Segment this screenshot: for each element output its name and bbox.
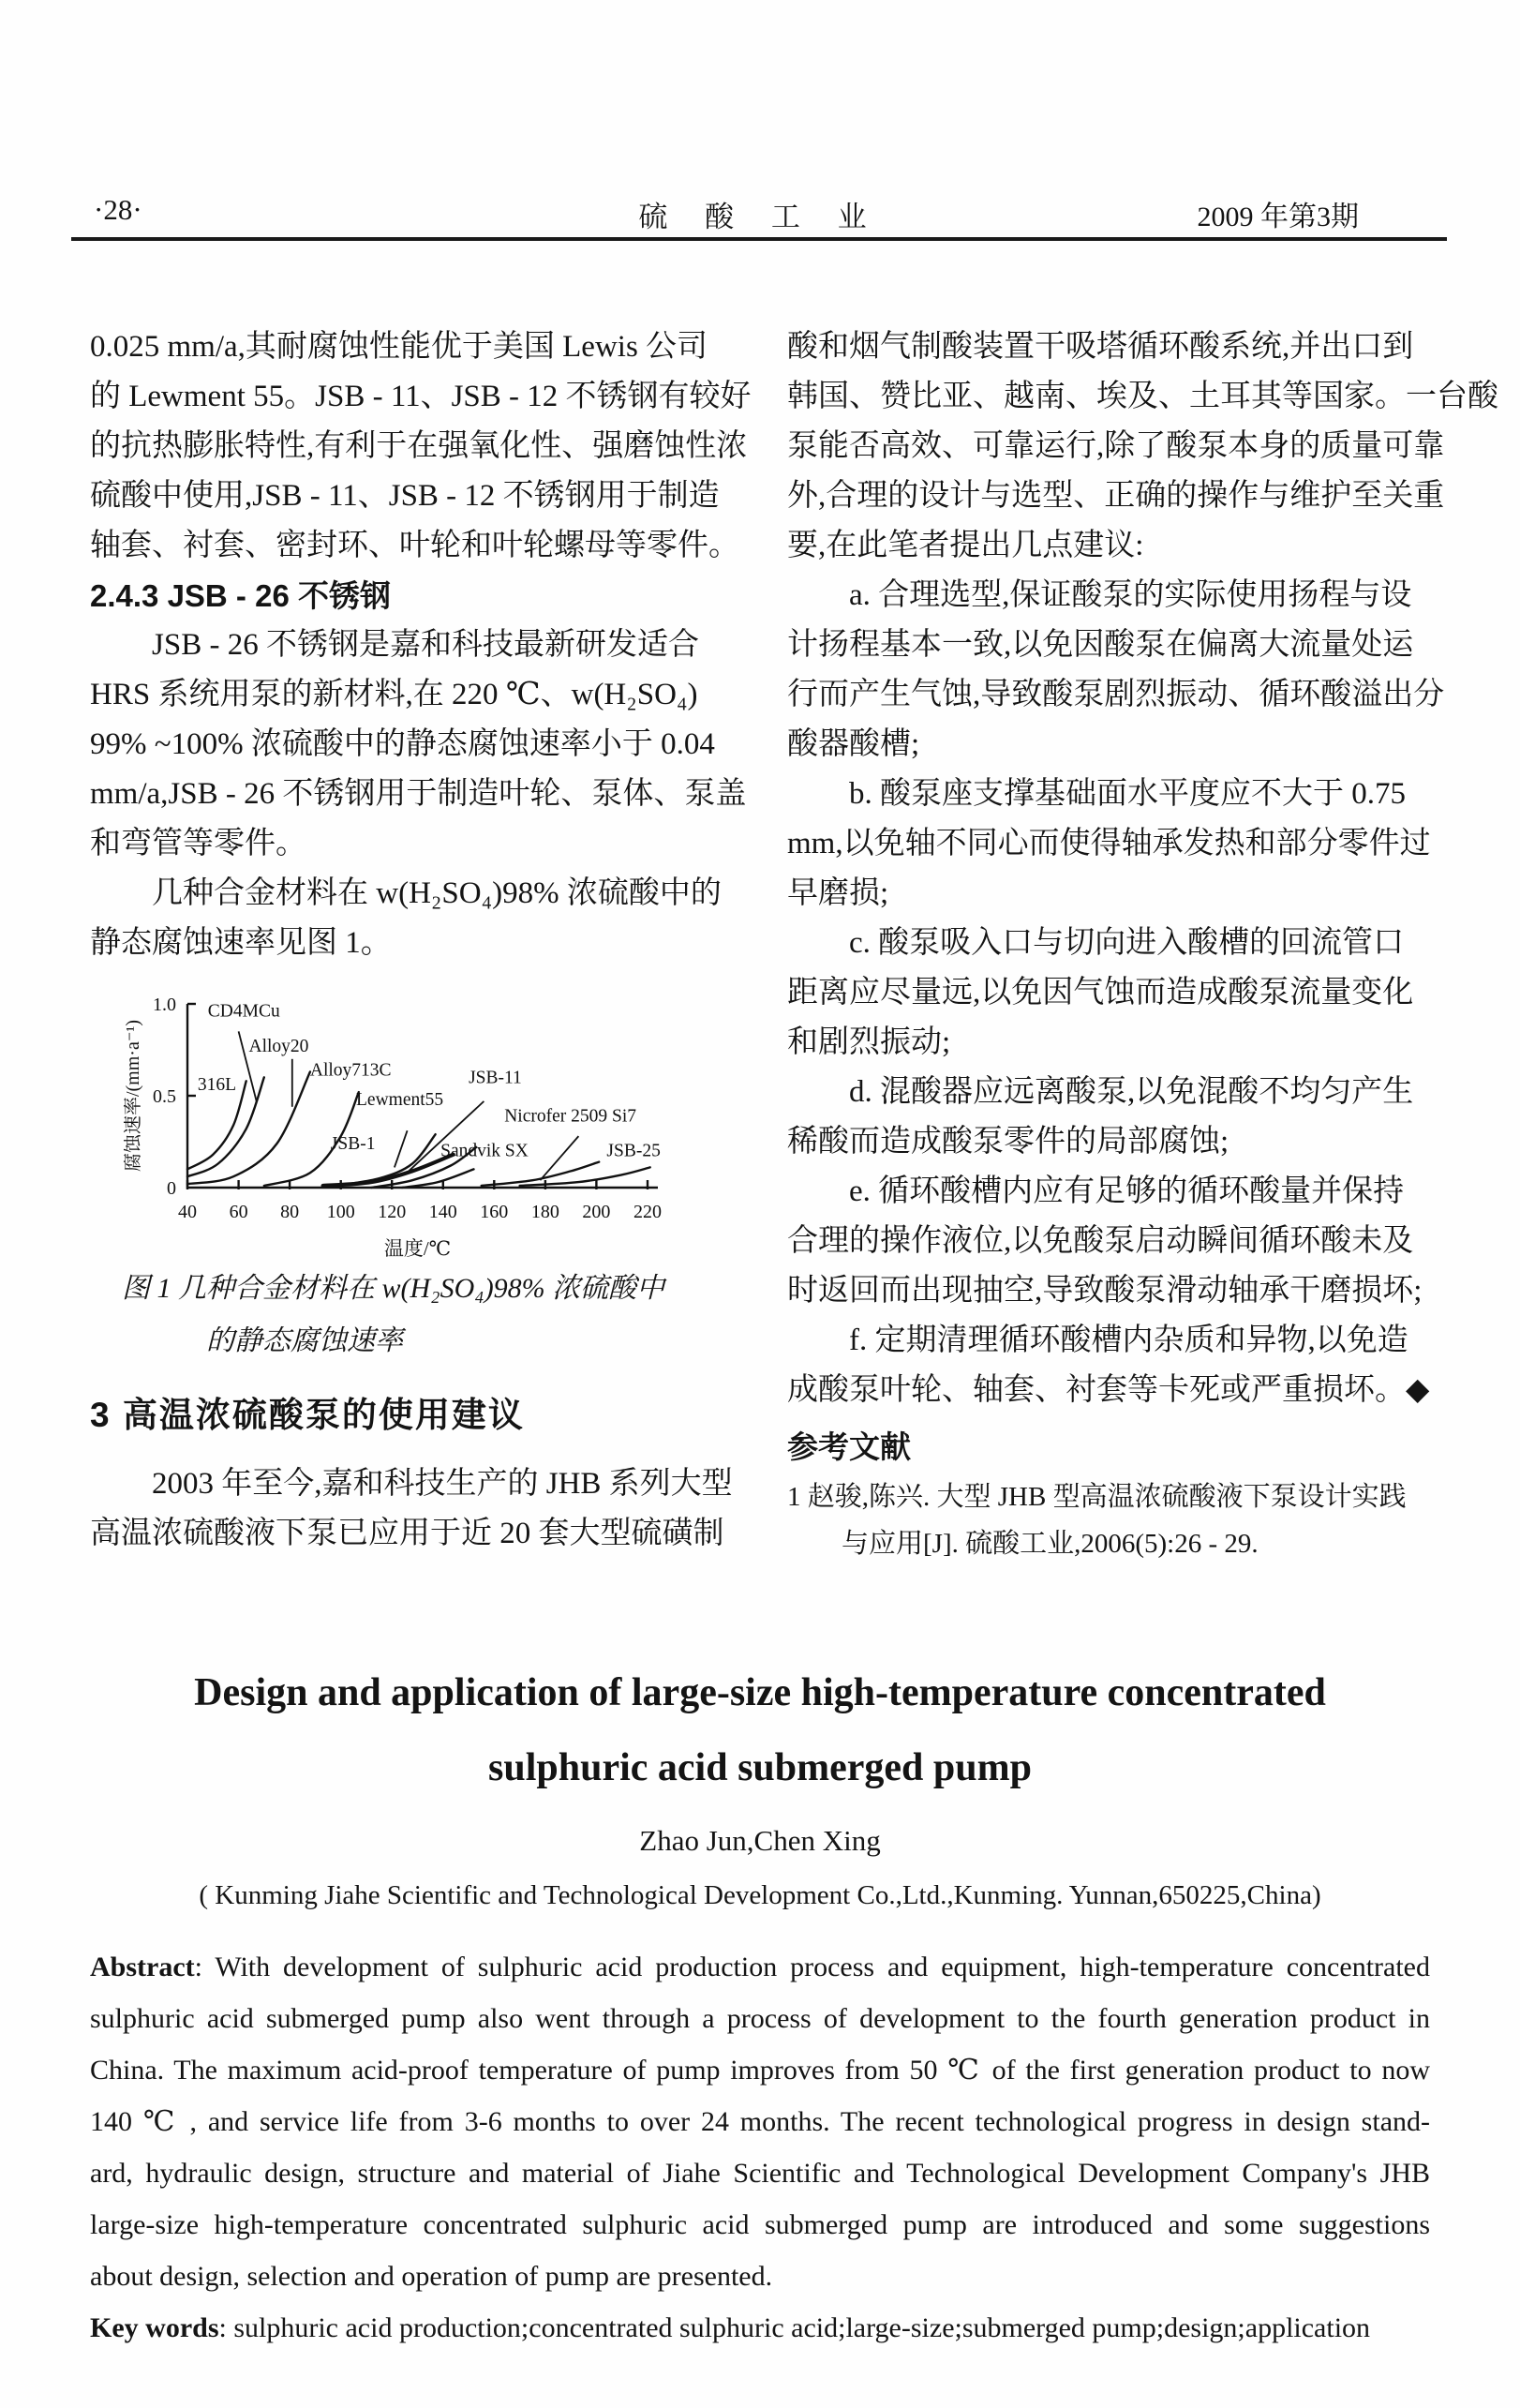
- journal-title: 硫 酸 工 业: [638, 201, 882, 233]
- text-line: 酸器酸槽;: [787, 727, 920, 761]
- svg-text:CD4MCu: CD4MCu: [207, 1001, 280, 1022]
- text-line: HRS 系统用泵的新材料,在 220 ℃、w(H₂SO₄): [90, 678, 698, 711]
- text-line: 高温浓硫酸液下泵已应用于近 20 套大型硫磺制: [90, 1517, 724, 1550]
- svg-text:Lewment55: Lewment55: [356, 1089, 444, 1110]
- abstract-line: large-size high-temperature concentrated sulphuric acid submerged pump are introduced and some suggestions: [90, 2209, 1430, 2240]
- svg-text:Alloy713C: Alloy713C: [309, 1060, 392, 1081]
- svg-text:316L: 316L: [197, 1075, 237, 1096]
- text-line: c. 酸泵吸入口与切向进入酸槽的回流管口: [849, 926, 1405, 960]
- text-line: 时返回而出现抽空,导致酸泵滑动轴承干磨损坏;: [787, 1274, 1423, 1308]
- text-line: 稀酸而造成酸泵零件的局部腐蚀;: [787, 1125, 1229, 1159]
- text-line: 韩国、赞比亚、越南、埃及、土耳其等国家。一台酸: [787, 380, 1498, 413]
- svg-text:100: 100: [326, 1202, 355, 1222]
- figure-1-svg: [124, 980, 716, 1263]
- reference-item: 与应用[J]. 硫酸工业,2006(5):26 - 29.: [842, 1529, 1259, 1559]
- abstract-label: Abstract: [90, 1952, 195, 1982]
- figure-caption: 图 1 几种合金材料在 w(H₂SO₄)98% 浓硫酸中: [122, 1273, 665, 1304]
- svg-text:温度/℃: 温度/℃: [383, 1237, 452, 1260]
- text-line: 和弯管等零件。: [90, 827, 306, 860]
- text-line: a. 合理选型,保证酸泵的实际使用扬程与设: [849, 578, 1412, 612]
- text-line: e. 循环酸槽内应有足够的循环酸量并保持: [849, 1174, 1405, 1208]
- corrosion-rate-chart: [124, 980, 716, 1263]
- svg-text:40: 40: [178, 1202, 197, 1222]
- text-line: 和剧烈振动;: [787, 1025, 951, 1059]
- svg-text:JSB-25: JSB-25: [606, 1141, 661, 1161]
- svg-text:0: 0: [167, 1178, 176, 1199]
- text-line: 早磨损;: [787, 876, 889, 910]
- text-line: 行而产生气蚀,导致酸泵剧烈振动、循环酸溢出分: [787, 678, 1445, 711]
- text-line: 的 Lewment 55。JSB - 11、JSB - 12 不锈钢有较好: [90, 380, 752, 413]
- text-line: 酸和烟气制酸装置干吸塔循环酸系统,并出口到: [787, 330, 1414, 364]
- text-line: 的抗热膨胀特性,有利于在强氧化性、强磨蚀性浓: [90, 429, 748, 463]
- abstract-line: China. The maximum acid-proof temperature of pump improves from 50 ℃ of the first generation product to now: [90, 2055, 1430, 2086]
- keywords-line: [90, 2302, 1430, 2354]
- text-line: 泵能否高效、可靠运行,除了酸泵本身的质量可靠: [787, 429, 1445, 463]
- section-heading-3: 3 高温浓硫酸泵的使用建议: [90, 1396, 525, 1434]
- keywords-text: sulphuric acid production;concentrated sulphuric acid;large-size;submerged pump;design;application: [233, 2312, 1371, 2343]
- text-line: 静态腐蚀速率见图 1。: [90, 926, 392, 960]
- abstract-text: With development of sulphuric acid production process and equipment, high-temperature concentrated: [215, 1952, 1430, 1982]
- text-line: 合理的操作液位,以免酸泵启动瞬间循环酸未及: [787, 1224, 1414, 1258]
- affiliation: ( Kunming Jiahe Scientific and Technological Development Co.,Ltd.,Kunming. Yunnan,650225,China): [199, 1880, 1321, 1910]
- svg-text:80: 80: [280, 1202, 300, 1222]
- text-line: 外,合理的设计与选型、正确的操作与维护至关重: [787, 479, 1445, 513]
- text-line: 0.025 mm/a,其耐腐蚀性能优于美国 Lewis 公司: [90, 330, 708, 364]
- english-title: sulphuric acid submerged pump: [488, 1746, 1032, 1789]
- abstract: [90, 1941, 1430, 2354]
- text-line: 要,在此笔者提出几点建议:: [787, 529, 1144, 562]
- subsection-heading-243: 2.4.3 JSB - 26 不锈钢: [90, 578, 391, 613]
- text-line: 计扬程基本一致,以免因酸泵在偏离大流量处运: [787, 628, 1414, 662]
- text-line: 成酸泵叶轮、轴套、衬套等卡死或严重损坏。◆: [787, 1373, 1430, 1407]
- abstract-separator: :: [194, 1952, 216, 1982]
- svg-text:120: 120: [378, 1202, 407, 1222]
- svg-text:JSB-11: JSB-11: [469, 1068, 522, 1088]
- text-line: b. 酸泵座支撑基础面水平度应不大于 0.75: [849, 777, 1406, 811]
- abstract-line: ard, hydraulic design, structure and material of Jiahe Scientific and Technological Development Company's JHB: [90, 2158, 1430, 2189]
- figure-caption: 的静态腐蚀速率: [206, 1325, 403, 1356]
- svg-text:JSB-1: JSB-1: [330, 1133, 376, 1154]
- keywords-label: Key words: [90, 2312, 219, 2343]
- svg-text:220: 220: [633, 1202, 662, 1222]
- abstract-line: sulphuric acid submerged pump also went through a process of development to the fourth generation product in: [90, 2003, 1430, 2034]
- text-line: mm,以免轴不同心而使得轴承发热和部分零件过: [787, 827, 1431, 860]
- svg-text:0.5: 0.5: [153, 1086, 176, 1107]
- svg-text:1.0: 1.0: [153, 995, 176, 1015]
- text-line: d. 混酸器应远离酸泵,以免混酸不均匀产生: [849, 1075, 1414, 1109]
- svg-text:Sandvik SX: Sandvik SX: [440, 1141, 529, 1161]
- text-line: 轴套、衬套、密封环、叶轮和叶轮螺母等零件。: [90, 529, 739, 562]
- english-title: Design and application of large-size high-temperature concentrated: [194, 1671, 1326, 1714]
- svg-text:160: 160: [480, 1202, 509, 1222]
- right-column: [787, 322, 1498, 1567]
- svg-text:60: 60: [229, 1202, 248, 1222]
- english-section: [90, 1655, 1430, 2354]
- svg-text:Nicrofer 2509 Si7: Nicrofer 2509 Si7: [504, 1106, 637, 1127]
- svg-text:腐蚀速率/(mm·a⁻¹): 腐蚀速率/(mm·a⁻¹): [124, 1019, 143, 1173]
- references-heading: 参考文献: [787, 1429, 911, 1464]
- text-line: 距离应尽量远,以免因气蚀而造成酸泵流量变化: [787, 976, 1414, 1010]
- authors: Zhao Jun,Chen Xing: [639, 1824, 881, 1857]
- left-column: [90, 322, 752, 1559]
- abstract-line: about design, selection and operation of pump are presented.: [90, 2261, 773, 2292]
- abstract-line: [90, 1941, 1430, 1993]
- text-line: f. 定期清理循环酸槽内杂质和异物,以免造: [849, 1324, 1408, 1357]
- abstract-line: 140 ℃ , and service life from 3-6 months to over 24 months. The recent technological progress in design stand-: [90, 2106, 1430, 2137]
- text-line: JSB - 26 不锈钢是嘉和科技最新研发适合: [152, 628, 699, 662]
- text-line: 99% ~100% 浓硫酸中的静态腐蚀速率小于 0.04: [90, 727, 715, 761]
- svg-text:Alloy20: Alloy20: [248, 1037, 309, 1056]
- text-line: 硫酸中使用,JSB - 11、JSB - 12 不锈钢用于制造: [90, 479, 720, 513]
- reference-item: 1 赵骏,陈兴. 大型 JHB 型高温浓硫酸液下泵设计实践: [787, 1482, 1407, 1512]
- issue-label: 2009 年第3期: [1197, 202, 1359, 232]
- header-rule: [71, 237, 1447, 241]
- svg-text:200: 200: [582, 1202, 611, 1222]
- page-number: ·28·: [94, 193, 142, 226]
- text-line: 2003 年至今,嘉和科技生产的 JHB 系列大型: [152, 1467, 733, 1501]
- svg-text:140: 140: [428, 1202, 457, 1222]
- svg-text:180: 180: [530, 1202, 559, 1222]
- text-line: 几种合金材料在 w(H₂SO₄)98% 浓硫酸中的: [152, 876, 722, 910]
- keywords-separator: :: [218, 2312, 234, 2343]
- text-line: mm/a,JSB - 26 不锈钢用于制造叶轮、泵体、泵盖: [90, 777, 747, 811]
